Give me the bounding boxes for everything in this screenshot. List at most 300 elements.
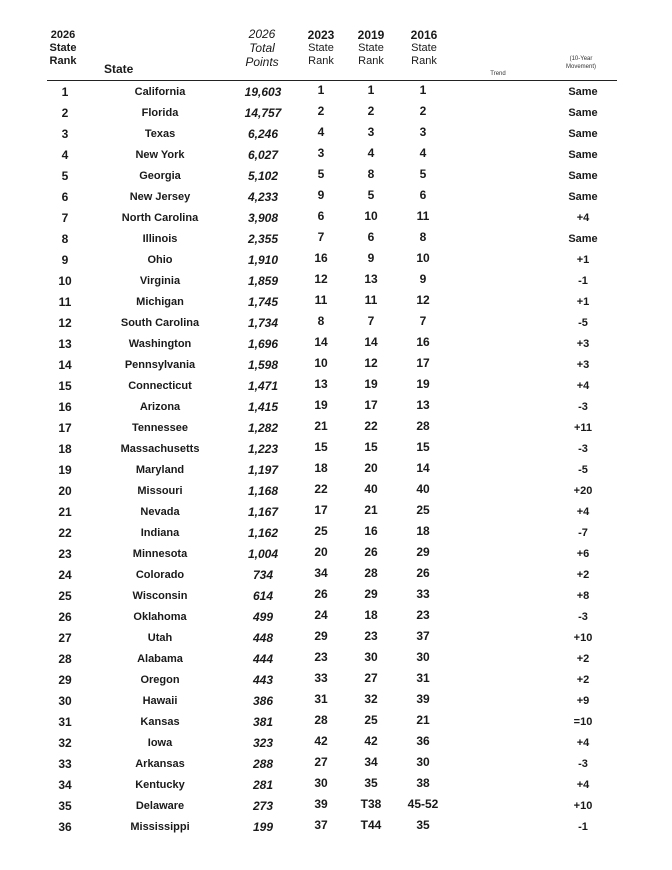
rank-2019-cell: 32 (364, 692, 378, 706)
rank-2023-cell: 34 (314, 566, 328, 580)
rank-cell: 21 (58, 505, 72, 519)
points-cell: 1,859 (247, 274, 279, 288)
table-row (0, 775, 672, 796)
table-row (0, 313, 672, 334)
rank-2016-cell: 37 (416, 629, 430, 643)
header-2016-rank-line2: State (411, 42, 437, 54)
state-cell: Kentucky (135, 779, 185, 791)
table-row (0, 124, 672, 145)
table-row (0, 628, 672, 649)
rank-2019-cell: 16 (364, 524, 378, 538)
state-cell: Maryland (135, 464, 185, 476)
header-2023-rank (300, 29, 342, 68)
rank-cell: 6 (61, 190, 69, 204)
points-cell: 1,910 (247, 253, 279, 267)
rank-2019-cell: 25 (364, 713, 378, 727)
rank-2023-cell: 27 (314, 755, 328, 769)
rank-2023-cell: 21 (314, 419, 328, 433)
rank-2023-cell: 11 (314, 293, 328, 307)
header-2026-rank (47, 29, 79, 68)
state-cell: Michigan (136, 296, 184, 308)
points-cell: 2,355 (247, 232, 279, 246)
rank-cell: 19 (58, 463, 72, 477)
header-2026-rank-line1: 2026 (50, 29, 76, 41)
movement-cell: +4 (576, 779, 590, 791)
header-2026-rank-line3: Rank (49, 55, 77, 67)
header-2026-points-line1: 2026 (248, 27, 276, 41)
header-2016-rank (403, 29, 445, 68)
header-movement (546, 55, 616, 71)
rank-cell: 16 (58, 400, 72, 414)
state-cell: California (134, 86, 186, 98)
points-cell: 4,233 (247, 190, 279, 204)
rank-2019-cell: 13 (364, 272, 378, 286)
state-cell: Kansas (140, 716, 180, 728)
rank-2016-cell: 35 (416, 818, 430, 832)
state-cell: Massachusetts (120, 443, 200, 455)
table-row (0, 544, 672, 565)
movement-cell: Same (568, 107, 598, 119)
rank-cell: 8 (61, 232, 69, 246)
rank-2016-cell: 3 (419, 125, 427, 139)
state-cell: Oklahoma (133, 611, 187, 623)
state-cell: Delaware (135, 800, 185, 812)
movement-cell: -3 (578, 443, 588, 455)
table-row (0, 271, 672, 292)
header-movement-line1: (10-Year (569, 56, 593, 62)
table-row (0, 418, 672, 439)
rank-cell: 32 (58, 736, 72, 750)
table-row (0, 586, 672, 607)
state-cell: Minnesota (132, 548, 188, 560)
rank-cell: 2 (61, 106, 69, 120)
rank-2016-cell: 4 (419, 146, 427, 160)
rank-cell: 28 (58, 652, 72, 666)
points-cell: 14,757 (244, 106, 282, 120)
rank-2023-cell: 15 (314, 440, 328, 454)
rank-cell: 27 (58, 631, 72, 645)
state-cell: Georgia (139, 170, 181, 182)
header-2023-rank-line1: 2023 (307, 28, 335, 42)
header-2019-rank-line3: Rank (358, 55, 384, 67)
rank-2023-cell: 33 (314, 671, 328, 685)
rank-2019-cell: 5 (367, 188, 375, 202)
movement-cell: +1 (576, 254, 590, 266)
movement-cell: -1 (578, 821, 588, 833)
rank-2023-cell: 6 (317, 209, 325, 223)
table-row (0, 376, 672, 397)
rank-2016-cell: 36 (416, 734, 430, 748)
rank-2016-cell: 26 (416, 566, 430, 580)
rank-2023-cell: 39 (314, 797, 328, 811)
rank-2016-cell: 12 (416, 293, 430, 307)
points-cell: 6,027 (247, 148, 279, 162)
table-row (0, 82, 672, 103)
rank-cell: 30 (58, 694, 72, 708)
rank-cell: 4 (61, 148, 69, 162)
rank-2016-cell: 2 (419, 104, 427, 118)
points-cell: 499 (252, 610, 274, 624)
rank-2023-cell: 19 (314, 398, 328, 412)
rank-cell: 1 (61, 85, 69, 99)
table-row (0, 817, 672, 838)
rank-2016-cell: 30 (416, 650, 430, 664)
points-cell: 3,908 (247, 211, 279, 225)
rank-2016-cell: 10 (416, 251, 430, 265)
rank-2016-cell: 7 (419, 314, 427, 328)
rank-2019-cell: T38 (360, 797, 382, 811)
rank-2023-cell: 5 (317, 167, 325, 181)
points-cell: 1,004 (247, 547, 279, 561)
rank-2016-cell: 15 (416, 440, 430, 454)
table-row (0, 502, 672, 523)
movement-cell: +3 (576, 338, 590, 350)
points-cell: 1,223 (247, 442, 279, 456)
rank-2016-cell: 5 (419, 167, 427, 181)
rank-2023-cell: 30 (314, 776, 328, 790)
rank-cell: 7 (61, 211, 69, 225)
rank-2023-cell: 25 (314, 524, 328, 538)
rank-cell: 29 (58, 673, 72, 687)
rank-2023-cell: 29 (314, 629, 328, 643)
rank-2023-cell: 22 (314, 482, 328, 496)
table-row (0, 103, 672, 124)
rank-cell: 36 (58, 820, 72, 834)
points-cell: 1,282 (247, 421, 279, 435)
movement-cell: -5 (578, 317, 588, 329)
movement-cell: +4 (576, 737, 590, 749)
points-cell: 1,197 (247, 463, 279, 477)
table-row (0, 439, 672, 460)
rank-2019-cell: 8 (367, 167, 375, 181)
rank-2023-cell: 28 (314, 713, 328, 727)
state-cell: New Jersey (129, 191, 191, 203)
state-cell: New York (135, 149, 185, 161)
rank-2023-cell: 7 (317, 230, 325, 244)
movement-cell: Same (568, 149, 598, 161)
table-row (0, 691, 672, 712)
rank-2016-cell: 39 (416, 692, 430, 706)
rank-2023-cell: 18 (314, 461, 328, 475)
points-cell: 19,603 (244, 85, 282, 99)
movement-cell: +10 (573, 800, 593, 812)
header-2023-rank-line3: Rank (308, 55, 334, 67)
rank-2023-cell: 9 (317, 188, 325, 202)
rank-2019-cell: 7 (367, 314, 375, 328)
rank-2019-cell: 2 (367, 104, 375, 118)
movement-cell: +4 (576, 506, 590, 518)
state-cell: Utah (147, 632, 173, 644)
movement-cell: +2 (576, 674, 590, 686)
points-cell: 323 (252, 736, 274, 750)
header-2019-rank-line2: State (358, 42, 384, 54)
rank-cell: 31 (58, 715, 72, 729)
rank-cell: 17 (58, 421, 72, 435)
rank-cell: 20 (58, 484, 72, 498)
points-cell: 1,167 (247, 505, 279, 519)
rank-2019-cell: 42 (364, 734, 378, 748)
state-cell: Tennessee (131, 422, 189, 434)
table-row (0, 334, 672, 355)
rank-2019-cell: 14 (364, 335, 378, 349)
rank-cell: 35 (58, 799, 72, 813)
rank-2019-cell: 19 (364, 377, 378, 391)
points-cell: 1,415 (247, 400, 279, 414)
table-row (0, 565, 672, 586)
rank-cell: 15 (58, 379, 72, 393)
rank-cell: 25 (58, 589, 72, 603)
state-cell: Hawaii (142, 695, 178, 707)
points-cell: 1,696 (247, 337, 279, 351)
state-cell: Oregon (140, 674, 180, 686)
rank-2023-cell: 20 (314, 545, 328, 559)
rank-2023-cell: 4 (317, 125, 325, 139)
rank-cell: 22 (58, 526, 72, 540)
rank-cell: 18 (58, 442, 72, 456)
movement-cell: -7 (578, 527, 588, 539)
rank-cell: 9 (61, 253, 69, 267)
movement-cell: -3 (578, 758, 588, 770)
rank-2019-cell: 27 (364, 671, 378, 685)
rank-2023-cell: 24 (314, 608, 328, 622)
rank-2016-cell: 11 (416, 209, 430, 223)
rank-2019-cell: 29 (364, 587, 378, 601)
rank-cell: 13 (58, 337, 72, 351)
rank-2019-cell: 15 (364, 440, 378, 454)
rank-cell: 12 (58, 316, 72, 330)
movement-cell: +20 (573, 485, 593, 497)
state-cell: Colorado (135, 569, 185, 581)
rank-2016-cell: 16 (416, 335, 430, 349)
header-trend: Trend (490, 71, 506, 77)
movement-cell: +8 (576, 590, 590, 602)
state-cell: Arizona (139, 401, 181, 413)
rank-2023-cell: 23 (314, 650, 328, 664)
table-row (0, 187, 672, 208)
rank-cell: 33 (58, 757, 72, 771)
rank-cell: 23 (58, 547, 72, 561)
movement-cell: Same (568, 233, 598, 245)
header-2016-rank-line3: Rank (411, 55, 437, 67)
rank-2016-cell: 25 (416, 503, 430, 517)
state-cell: Washington (128, 338, 192, 350)
rank-2019-cell: 11 (364, 293, 378, 307)
rank-2023-cell: 37 (314, 818, 328, 832)
rank-2016-cell: 21 (416, 713, 430, 727)
points-cell: 448 (252, 631, 274, 645)
movement-cell: +6 (576, 548, 590, 560)
points-cell: 1,168 (247, 484, 279, 498)
rank-2016-cell: 45-52 (407, 797, 439, 811)
movement-cell: +2 (576, 569, 590, 581)
points-cell: 6,246 (247, 127, 279, 141)
rank-2023-cell: 12 (314, 272, 328, 286)
points-cell: 381 (252, 715, 274, 729)
rank-2016-cell: 28 (416, 419, 430, 433)
rank-2019-cell: 30 (364, 650, 378, 664)
header-2016-rank-line1: 2016 (410, 28, 438, 42)
header-2019-rank-line1: 2019 (357, 28, 385, 42)
points-cell: 1,598 (247, 358, 279, 372)
rank-2016-cell: 40 (416, 482, 430, 496)
rank-2023-cell: 2 (317, 104, 325, 118)
table-row (0, 397, 672, 418)
movement-cell: -3 (578, 611, 588, 623)
points-cell: 734 (252, 568, 274, 582)
state-cell: Pennsylvania (124, 359, 196, 371)
table-row (0, 145, 672, 166)
rank-2019-cell: 9 (367, 251, 375, 265)
table-row (0, 523, 672, 544)
rank-2016-cell: 23 (416, 608, 430, 622)
rank-2019-cell: 18 (364, 608, 378, 622)
table-row (0, 460, 672, 481)
rank-2016-cell: 13 (416, 398, 430, 412)
table-row (0, 166, 672, 187)
movement-cell: +3 (576, 359, 590, 371)
movement-cell: +11 (573, 422, 593, 434)
rank-2016-cell: 1 (419, 83, 427, 97)
table-row (0, 481, 672, 502)
rank-2023-cell: 13 (314, 377, 328, 391)
rank-cell: 34 (58, 778, 72, 792)
points-cell: 386 (252, 694, 274, 708)
header-rule (47, 80, 617, 81)
rank-2019-cell: 3 (367, 125, 375, 139)
rank-2019-cell: 20 (364, 461, 378, 475)
rank-cell: 10 (58, 274, 72, 288)
table-row (0, 229, 672, 250)
rank-2019-cell: 23 (364, 629, 378, 643)
movement-cell: Same (568, 86, 598, 98)
points-cell: 444 (252, 652, 274, 666)
points-cell: 614 (252, 589, 274, 603)
rank-2016-cell: 33 (416, 587, 430, 601)
state-cell: Illinois (142, 233, 178, 245)
points-cell: 288 (252, 757, 274, 771)
table-row (0, 208, 672, 229)
rank-2019-cell: 35 (364, 776, 378, 790)
rank-2016-cell: 9 (419, 272, 427, 286)
rank-2019-cell: 28 (364, 566, 378, 580)
state-cell: North Carolina (121, 212, 199, 224)
state-cell: Nevada (140, 506, 180, 518)
movement-cell: +4 (576, 380, 590, 392)
movement-cell: Same (568, 170, 598, 182)
rank-2016-cell: 17 (416, 356, 430, 370)
rank-2019-cell: 22 (364, 419, 378, 433)
movement-cell: +9 (576, 695, 590, 707)
rank-2019-cell: 40 (364, 482, 378, 496)
rank-2016-cell: 6 (419, 188, 427, 202)
rank-2019-cell: 1 (367, 83, 375, 97)
state-cell: Missouri (137, 485, 183, 497)
rank-2019-cell: 34 (364, 755, 378, 769)
state-cell: Iowa (147, 737, 173, 749)
rank-2019-cell: 4 (367, 146, 375, 160)
table-row (0, 712, 672, 733)
rank-2016-cell: 8 (419, 230, 427, 244)
state-cell: Virginia (139, 275, 181, 287)
table-row (0, 796, 672, 817)
table-row (0, 649, 672, 670)
points-cell: 1,734 (247, 316, 279, 330)
state-cell: Florida (141, 107, 179, 119)
rank-2016-cell: 18 (416, 524, 430, 538)
rank-2019-cell: 17 (364, 398, 378, 412)
header-state: State (104, 62, 134, 76)
points-cell: 1,162 (247, 526, 279, 540)
header-2023-rank-line2: State (308, 42, 334, 54)
rank-2023-cell: 14 (314, 335, 328, 349)
header-2026-points (238, 27, 286, 69)
points-cell: 281 (252, 778, 274, 792)
rank-2016-cell: 19 (416, 377, 430, 391)
state-cell: Ohio (147, 254, 173, 266)
rank-2023-cell: 10 (314, 356, 328, 370)
rank-2023-cell: 16 (314, 251, 328, 265)
state-cell: Connecticut (128, 380, 192, 392)
state-cell: Alabama (137, 653, 183, 665)
movement-cell: -3 (578, 401, 588, 413)
points-cell: 273 (252, 799, 274, 813)
table-row (0, 733, 672, 754)
rank-2016-cell: 38 (416, 776, 430, 790)
points-cell: 1,745 (247, 295, 279, 309)
rank-2019-cell: 6 (367, 230, 375, 244)
rank-2023-cell: 26 (314, 587, 328, 601)
state-cell: Mississippi (130, 821, 190, 833)
rank-2023-cell: 1 (317, 83, 325, 97)
movement-cell: -5 (578, 464, 588, 476)
header-2026-points-line2: Total (249, 41, 275, 55)
table-row (0, 292, 672, 313)
movement-cell: +2 (576, 653, 590, 665)
movement-cell: +4 (576, 212, 590, 224)
movement-cell: -1 (578, 275, 588, 287)
rank-cell: 24 (58, 568, 72, 582)
movement-cell: Same (568, 128, 598, 140)
rank-2019-cell: 12 (364, 356, 378, 370)
state-cell: Arkansas (135, 758, 185, 770)
rank-2016-cell: 29 (416, 545, 430, 559)
rank-cell: 26 (58, 610, 72, 624)
state-cell: Wisconsin (132, 590, 188, 602)
rank-2019-cell: 21 (364, 503, 378, 517)
rank-cell: 5 (61, 169, 69, 183)
points-cell: 199 (252, 820, 274, 834)
rank-2019-cell: 26 (364, 545, 378, 559)
rank-2023-cell: 31 (314, 692, 328, 706)
header-movement-line2: Movement) (565, 64, 596, 70)
rank-2023-cell: 3 (317, 146, 325, 160)
table-row (0, 754, 672, 775)
rank-2019-cell: T44 (360, 818, 382, 832)
rank-2019-cell: 10 (364, 209, 378, 223)
rank-2016-cell: 31 (416, 671, 430, 685)
movement-cell: =10 (573, 716, 593, 728)
table-row (0, 355, 672, 376)
rank-cell: 3 (61, 127, 69, 141)
rank-cell: 14 (58, 358, 72, 372)
movement-cell: +10 (573, 632, 593, 644)
header-2019-rank (350, 29, 392, 68)
rank-2023-cell: 17 (314, 503, 328, 517)
table-row (0, 250, 672, 271)
state-cell: Indiana (140, 527, 180, 539)
rank-cell: 11 (58, 295, 72, 309)
points-cell: 1,471 (247, 379, 279, 393)
